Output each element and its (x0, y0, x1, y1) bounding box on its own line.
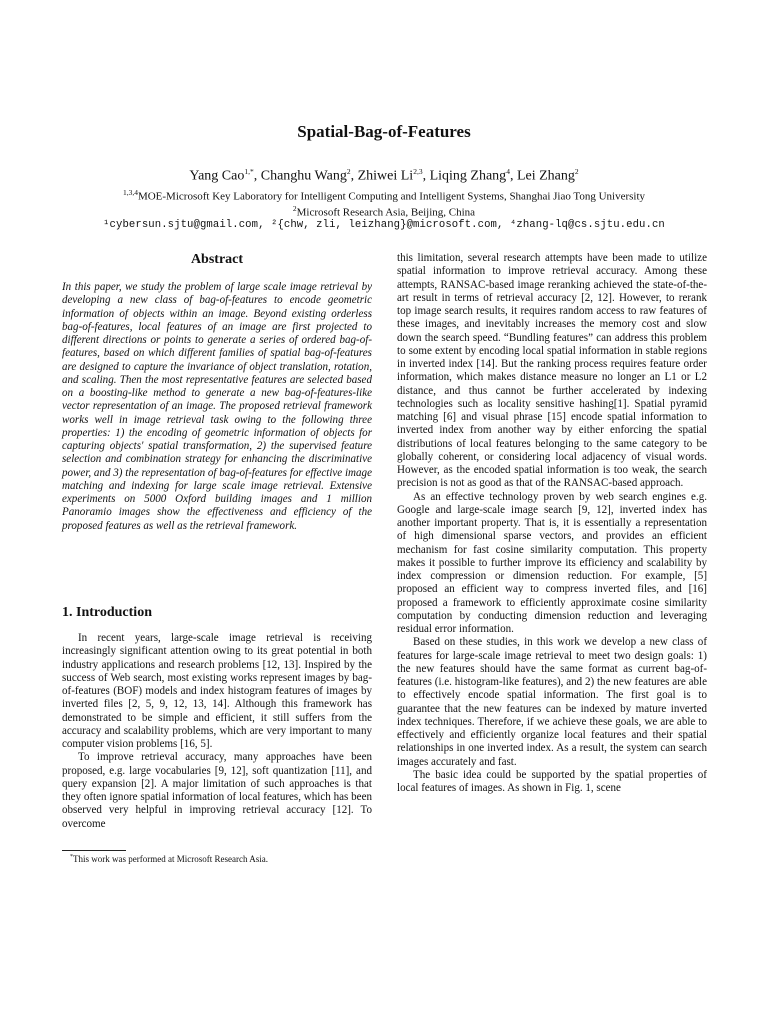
paper-title: Spatial-Bag-of-Features (297, 122, 471, 141)
introduction-right-column (397, 252, 707, 795)
abstract-body (62, 281, 372, 533)
paragraph: The basic idea could be supported by the spatial properties of local features of images. As shown in Fig. 1, scene (397, 768, 707, 794)
author-affiliation-mark: 2,3 (413, 167, 423, 176)
author-affiliation-mark: 4 (506, 167, 510, 176)
footnote-text: This work was performed at Microsoft Research Asia. (73, 854, 268, 864)
author-name: Zhiwei Li (357, 168, 414, 184)
author-name: Yang Cao (189, 168, 245, 184)
author-affiliation-mark: 1,* (244, 167, 254, 176)
author-affiliation-mark: 2 (346, 167, 351, 176)
paragraph: In recent years, large-scale image retrieval is receiving increasingly significant attention owing to its great potential in both industry applications and research problems [12, 13]. Inspired by the success of Web search, most existing works represent images by bag-of-features (BOF) models and index histogram features of images by inverted files [2, 5, 9, 12, 13, 14]. Although this framework has demonstrated to be simple and efficient, it still suffers from the accuracy and scalability problems, which are very important to many computer vision problems [16, 5]. (62, 632, 372, 750)
section-heading-introduction: 1. Introduction (62, 605, 152, 620)
footnote-mark: * (70, 854, 73, 860)
affiliation-text: MOE-Microsoft Key Laboratory for Intelligent Computing and Intelligent Systems, Shanghai Jiao Tong University (137, 190, 646, 203)
affiliation-line (0, 188, 768, 203)
author-list: Yang Cao$^{1,*}$, Changhu Wang$^2$, Zhiwei Li$^{2,3}$, Liqing Zhang$^4$, Lei Zhang$^2$ (189, 167, 579, 184)
author-affiliation-mark: 2 (574, 167, 579, 176)
abstract-heading: Abstract (190, 252, 244, 267)
author-name: Liqing Zhang (429, 168, 507, 184)
author-name: Changhu Wang (260, 168, 347, 184)
footnote (70, 854, 268, 864)
affiliation-line (0, 204, 768, 219)
author-emails: ¹cybersun.sjtu@gmail.com, ²{chw, zli, leizhang}@microsoft.com, ⁴zhang-lq@cs.sjtu.edu.cn (103, 219, 665, 231)
paragraph: To improve retrieval accuracy, many approaches have been proposed, e.g. large vocabularies [9, 12], soft quantization [11], and query expansion [2]. A major limitation of such approaches is that they often ignore spatial information of local features, which has been observed very helpful in improving retrieval accuracy [12]. To overcome (62, 751, 372, 830)
paragraph: this limitation, several research attempts have been made to utilize spatial information to improve retrieval accuracy. Among these attempts, RANSAC-based image reranking achieved the state-of-the-art result in terms of retrieval accuracy [2, 12]. However, to rerank top image search results, it requires random access to raw features of these images, and inevitably increases the memory cost and slow down the search speed. “Bundling features” can address this problem to some extent by encoding local spatial information in stable regions in inverted index [14]. But the ranking process requires feature order information, which makes distance measure no longer an L1 or L2 distance, and thus cannot be further accelerated by indexing technologies such as locality sensitive hashing[1]. Spatial pyramid matching [6] and visual phrase [15] encode spatial information to inverted index from another way by either enforcing the spatial distributions of local features belonging to the same category to be globally coherent, or considering local adjacency of visual words. However, as the encoded spatial information is too weak, the search precision is not as good as that of the RANSAC-based approach. (397, 252, 707, 490)
affiliation-mark: 1,3,4 (122, 188, 138, 197)
paragraph: Based on these studies, in this work we develop a new class of features for large-scale image retrieval to meet two design goals: 1) the new features should have the same format as current bag-of-features (i.e. histogram-like features), and 2) the new features are able to effectively encode spatial information. The first goal is to guarantee that the new features can be indexed by mature inverted index techniques. Therefore, if we achieve these goals, we are able to effectively and efficiently organize local features and their spatial relationships in one inverted index. As a result, the system can search images accurately and fast. (397, 636, 707, 768)
affiliation-text: Microsoft Research Asia, Beijing, China (296, 206, 476, 219)
introduction-left-column (62, 632, 372, 831)
abstract-text: In this paper, we study the problem of large scale image retrieval by developing a new class of bag-of-features to encode geometric information of objects within an image. Beyond existing orderless bag-of-features, local features of an image are first projected to different directions or points to generate a series of ordered bag-of-features, based on which different families of spatial bag-of-features are designed to capture the invariance of object translation, rotation, and scaling. Then the most representative features are selected based on a boosting-like method to generate a new bag-of-features-like vector representation of an image. The proposed retrieval framework works well in image retrieval task owing to the following three properties: 1) the encoding of geometric information of objects for capturing objects' spatial transformation, 2) the supervised feature selection and combination strategy for enhancing the discriminative power, and 3) the representation of bag-of-features for effective image matching and indexing for large scale image retrieval. Extensive experiments on 5000 Oxford building images and 1 million Panoramio images show the effectiveness and efficiency of the proposed features as well as the retrieval framework. (62, 281, 372, 532)
affiliation-mark: 2 (292, 204, 297, 213)
paragraph: As an effective technology proven by web search engines e.g. Google and large-scale image search [9, 12], inverted index has another important property. That is, it is essentially a representation of high dimensional sparse vectors, and provides an efficient mechanism for fast cosine similarity computation. This property makes it possible to further improve its efficiency and scalability by index compression or dimension reduction. For example, [5] proposed an efficient way to compress inverted files, and [16] proposed a framework to efficiently approximate cosine similarity computation by conducting dimension reduction and leveraging residual error information. (397, 490, 707, 635)
footnote-divider (62, 850, 126, 851)
author-name: Lei Zhang (516, 168, 575, 184)
